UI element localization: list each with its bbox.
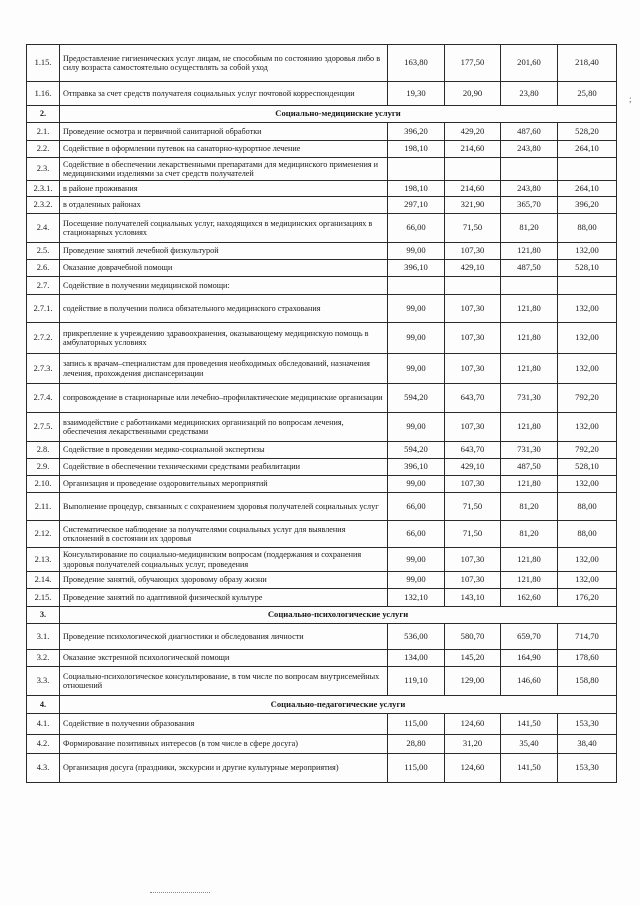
price-cell-1	[388, 158, 445, 181]
price-cell-4: 528,10	[558, 260, 617, 277]
price-cell-3: 731,30	[501, 442, 558, 459]
price-cell-1: 396,10	[388, 260, 445, 277]
table-row	[27, 123, 617, 141]
service-name: в районе проживания	[60, 181, 388, 197]
service-name: взаимодействие с работниками медицинских организаций по вопросам лечения, обеспечения лекарственными средствами	[60, 413, 388, 442]
price-cell-1: 99,00	[388, 243, 445, 260]
row-number: 2.8.	[27, 442, 60, 459]
row-number: 2.9.	[27, 459, 60, 476]
price-cell-1: 99,00	[388, 354, 445, 384]
section-title: Социально-психологические услуги	[60, 607, 617, 624]
table-row	[27, 141, 617, 158]
row-number: 2.10.	[27, 476, 60, 493]
price-cell-4: 25,80	[558, 82, 617, 106]
price-cell-4	[558, 277, 617, 295]
price-cell-4: 714,70	[558, 624, 617, 650]
table-row	[27, 413, 617, 442]
price-cell-2: 71,50	[445, 521, 501, 548]
table-row	[27, 277, 617, 295]
table-row	[27, 82, 617, 106]
price-cell-1: 115,00	[388, 754, 445, 783]
row-number: 2.4.	[27, 214, 60, 243]
table-row	[27, 45, 617, 82]
service-name: Проведение психологической диагностики и обследования личности	[60, 624, 388, 650]
section-row	[27, 106, 617, 123]
service-name: Содействие в получении образования	[60, 714, 388, 735]
row-number: 1.15.	[27, 45, 60, 82]
price-cell-1: 66,00	[388, 493, 445, 521]
row-number: 2.2.	[27, 141, 60, 158]
table-row	[27, 667, 617, 696]
row-number: 4.	[27, 696, 60, 714]
price-cell-1: 198,10	[388, 181, 445, 197]
row-number: 2.12.	[27, 521, 60, 548]
section-row	[27, 607, 617, 624]
price-cell-1: 297,10	[388, 197, 445, 214]
price-cell-3: 365,70	[501, 197, 558, 214]
table-row	[27, 442, 617, 459]
price-cell-1: 594,20	[388, 442, 445, 459]
service-name: в отдаленных районах	[60, 197, 388, 214]
row-number: 2.7.3.	[27, 354, 60, 384]
row-number: 3.	[27, 607, 60, 624]
price-cell-4: 792,20	[558, 384, 617, 413]
price-cell-1: 163,80	[388, 45, 445, 82]
price-cell-1: 198,10	[388, 141, 445, 158]
price-cell-4: 38,40	[558, 735, 617, 754]
row-number: 2.3.2.	[27, 197, 60, 214]
price-cell-3: 121,80	[501, 354, 558, 384]
price-cell-1: 119,10	[388, 667, 445, 696]
price-cell-1: 594,20	[388, 384, 445, 413]
section-row	[27, 696, 617, 714]
table-row	[27, 323, 617, 354]
service-name: Консультирование по социально-медицинским вопросам (поддержания и сохранения здоровья получателей социальных услуг, проведения	[60, 548, 388, 572]
table-row	[27, 354, 617, 384]
row-number: 2.7.	[27, 277, 60, 295]
price-cell-1: 396,10	[388, 459, 445, 476]
price-cell-2: 107,30	[445, 476, 501, 493]
table-row	[27, 735, 617, 754]
service-name: Содействие в проведении медико-социальной экспертизы	[60, 442, 388, 459]
service-name: Организация и проведение оздоровительных мероприятий	[60, 476, 388, 493]
price-cell-3: 121,80	[501, 323, 558, 354]
price-cell-4: 153,30	[558, 714, 617, 735]
price-cell-3: 487,50	[501, 459, 558, 476]
price-cell-1: 99,00	[388, 323, 445, 354]
price-cell-4: 88,00	[558, 214, 617, 243]
price-cell-3: 81,20	[501, 493, 558, 521]
price-cell-2: 429,20	[445, 123, 501, 141]
price-cell-4: 88,00	[558, 521, 617, 548]
price-cell-2: 124,60	[445, 714, 501, 735]
price-cell-2: 643,70	[445, 384, 501, 413]
price-cell-3: 121,80	[501, 548, 558, 572]
price-cell-1: 132,10	[388, 589, 445, 607]
price-cell-3: 121,80	[501, 295, 558, 323]
price-cell-4: 132,00	[558, 243, 617, 260]
row-number: 2.7.4.	[27, 384, 60, 413]
price-cell-1: 99,00	[388, 295, 445, 323]
service-name: содействие в получении полиса обязательного медицинского страхования	[60, 295, 388, 323]
table-row	[27, 197, 617, 214]
section-title: Социально-педагогические услуги	[60, 696, 617, 714]
price-cell-3: 487,50	[501, 260, 558, 277]
price-cell-1: 19,30	[388, 82, 445, 106]
price-cell-1: 115,00	[388, 714, 445, 735]
service-name: Посещение получателей социальных услуг, находящихся в медицинских организациях в стационарных условиях	[60, 214, 388, 243]
price-cell-2: 107,30	[445, 548, 501, 572]
price-cell-4: 158,80	[558, 667, 617, 696]
row-number: 2.15.	[27, 589, 60, 607]
price-cell-2: 429,10	[445, 459, 501, 476]
price-cell-2: 71,50	[445, 493, 501, 521]
row-number: 2.3.	[27, 158, 60, 181]
table-row	[27, 214, 617, 243]
service-name: Социально-психологическое консультирование, в том числе по вопросам внутрисемейных отношений	[60, 667, 388, 696]
price-cell-3: 121,80	[501, 476, 558, 493]
price-cell-3	[501, 158, 558, 181]
table-row	[27, 295, 617, 323]
price-cell-2: 124,60	[445, 754, 501, 783]
service-name: Содействие в получении медицинской помощи:	[60, 277, 388, 295]
service-name: Отправка за счет средств получателя социальных услуг почтовой корреспонденции	[60, 82, 388, 106]
price-cell-2: 145,20	[445, 650, 501, 667]
scan-artifact	[150, 892, 210, 895]
table-row	[27, 243, 617, 260]
row-number: 4.1.	[27, 714, 60, 735]
row-number: 1.16.	[27, 82, 60, 106]
price-cell-4: 176,20	[558, 589, 617, 607]
price-cell-4: 132,00	[558, 476, 617, 493]
price-cell-3: 81,20	[501, 521, 558, 548]
price-cell-2: 143,10	[445, 589, 501, 607]
service-name: Содействие в обеспечении лекарственными препаратами для медицинского применения и медицинскими изделиями за счет средств получателей	[60, 158, 388, 181]
price-cell-2: 107,30	[445, 413, 501, 442]
price-cell-3: 121,80	[501, 413, 558, 442]
price-cell-1: 99,00	[388, 548, 445, 572]
price-cell-4: 153,30	[558, 754, 617, 783]
price-cell-1: 396,20	[388, 123, 445, 141]
service-name: Проведение занятий лечебной физкультурой	[60, 243, 388, 260]
price-cell-4: 528,20	[558, 123, 617, 141]
row-number: 2.14.	[27, 572, 60, 589]
price-cell-3: 201,60	[501, 45, 558, 82]
table-row	[27, 548, 617, 572]
row-number: 2.	[27, 106, 60, 123]
price-cell-3: 121,80	[501, 243, 558, 260]
price-cell-2	[445, 277, 501, 295]
price-cell-4: 88,00	[558, 493, 617, 521]
row-number: 4.2.	[27, 735, 60, 754]
service-name: Организация досуга (праздники, экскурсии и другие культурные мероприятия)	[60, 754, 388, 783]
price-cell-4: 792,20	[558, 442, 617, 459]
row-number: 2.3.1.	[27, 181, 60, 197]
row-number: 2.1.	[27, 123, 60, 141]
service-name: прикрепление к учреждению здравоохранения, оказывающему медицинскую помощь в амбулаторных условиях	[60, 323, 388, 354]
table-row	[27, 650, 617, 667]
price-cell-3: 243,80	[501, 141, 558, 158]
price-cell-4: 264,10	[558, 181, 617, 197]
price-cell-3: 141,50	[501, 714, 558, 735]
price-cell-2: 129,00	[445, 667, 501, 696]
price-cell-4: 218,40	[558, 45, 617, 82]
price-cell-3: 164,90	[501, 650, 558, 667]
table-body	[27, 45, 617, 783]
table-row	[27, 493, 617, 521]
table-row	[27, 384, 617, 413]
price-cell-4: 132,00	[558, 354, 617, 384]
table-row	[27, 476, 617, 493]
price-cell-2: 71,50	[445, 214, 501, 243]
price-cell-1: 99,00	[388, 572, 445, 589]
price-cell-4: 132,00	[558, 295, 617, 323]
price-cell-3: 35,40	[501, 735, 558, 754]
price-cell-4: 264,10	[558, 141, 617, 158]
service-name: Содействие в оформлении путевок на санаторно-курортное лечение	[60, 141, 388, 158]
price-cell-3: 81,20	[501, 214, 558, 243]
service-name: Систематическое наблюдение за получателями социальных услуг для выявления отклонений в состоянии их здоровья	[60, 521, 388, 548]
table-row	[27, 624, 617, 650]
price-cell-1: 99,00	[388, 476, 445, 493]
price-cell-3: 487,60	[501, 123, 558, 141]
price-cell-2: 177,50	[445, 45, 501, 82]
price-cell-2: 580,70	[445, 624, 501, 650]
price-cell-2: 107,30	[445, 323, 501, 354]
price-cell-1	[388, 277, 445, 295]
side-mark: ;	[629, 94, 632, 104]
price-cell-4: 132,00	[558, 548, 617, 572]
price-cell-4: 528,10	[558, 459, 617, 476]
price-cell-4	[558, 158, 617, 181]
price-cell-2: 107,30	[445, 295, 501, 323]
service-name: Проведение занятий, обучающих здоровому образу жизни	[60, 572, 388, 589]
service-name: Выполнение процедур, связанных с сохранением здоровья получателей социальных услуг	[60, 493, 388, 521]
table-row	[27, 572, 617, 589]
price-cell-4: 132,00	[558, 413, 617, 442]
price-cell-2: 107,30	[445, 572, 501, 589]
price-cell-1: 99,00	[388, 413, 445, 442]
service-name: Оказание экстренной психологической помощи	[60, 650, 388, 667]
price-cell-3: 146,60	[501, 667, 558, 696]
table-row	[27, 459, 617, 476]
price-cell-2: 643,70	[445, 442, 501, 459]
price-cell-3: 731,30	[501, 384, 558, 413]
price-cell-2: 107,30	[445, 354, 501, 384]
price-cell-2: 214,60	[445, 181, 501, 197]
table-row	[27, 260, 617, 277]
price-cell-3: 243,80	[501, 181, 558, 197]
price-cell-1: 536,00	[388, 624, 445, 650]
price-cell-4: 396,20	[558, 197, 617, 214]
price-cell-1: 28,80	[388, 735, 445, 754]
table-row	[27, 754, 617, 783]
price-cell-3	[501, 277, 558, 295]
service-name: сопровождение в стационарные или лечебно–профилактические медицинские организации	[60, 384, 388, 413]
price-cell-2: 31,20	[445, 735, 501, 754]
price-cell-4: 132,00	[558, 572, 617, 589]
table-row	[27, 589, 617, 607]
service-name: Проведение осмотра и первичной санитарной обработки	[60, 123, 388, 141]
row-number: 3.3.	[27, 667, 60, 696]
section-title: Социально-медицинские услуги	[60, 106, 617, 123]
price-cell-2: 214,60	[445, 141, 501, 158]
row-number: 2.5.	[27, 243, 60, 260]
table-row	[27, 521, 617, 548]
price-cell-3: 659,70	[501, 624, 558, 650]
price-cell-1: 66,00	[388, 521, 445, 548]
row-number: 3.2.	[27, 650, 60, 667]
price-cell-2: 429,10	[445, 260, 501, 277]
price-cell-4: 132,00	[558, 323, 617, 354]
row-number: 2.7.1.	[27, 295, 60, 323]
row-number: 2.6.	[27, 260, 60, 277]
table-row	[27, 158, 617, 181]
price-cell-1: 66,00	[388, 214, 445, 243]
service-name: Формирование позитивных интересов (в том числе в сфере досуга)	[60, 735, 388, 754]
row-number: 2.13.	[27, 548, 60, 572]
price-cell-3: 23,80	[501, 82, 558, 106]
row-number: 3.1.	[27, 624, 60, 650]
service-name: Содействие в обеспечении техническими средствами реабилитации	[60, 459, 388, 476]
service-name: запись к врачам–специалистам для проведения необходимых обследований, назначения лечения, прохождения диспансеризации	[60, 354, 388, 384]
price-cell-1: 134,00	[388, 650, 445, 667]
tariff-table	[26, 44, 617, 783]
price-cell-3: 162,60	[501, 589, 558, 607]
service-name: Проведение занятий по адаптивной физической культуре	[60, 589, 388, 607]
row-number: 2.11.	[27, 493, 60, 521]
price-cell-4: 178,60	[558, 650, 617, 667]
row-number: 2.7.2.	[27, 323, 60, 354]
service-name: Оказание доврачебной помощи	[60, 260, 388, 277]
price-cell-2: 321,90	[445, 197, 501, 214]
row-number: 4.3.	[27, 754, 60, 783]
price-cell-3: 121,80	[501, 572, 558, 589]
table-row	[27, 181, 617, 197]
table-row	[27, 714, 617, 735]
price-cell-2: 107,30	[445, 243, 501, 260]
price-cell-2	[445, 158, 501, 181]
row-number: 2.7.5.	[27, 413, 60, 442]
price-cell-3: 141,50	[501, 754, 558, 783]
service-name: Предоставление гигиенических услуг лицам, не способным по состоянию здоровья либо в силу возраста самостоятельно осуществлять за собой уход	[60, 45, 388, 82]
price-cell-2: 20,90	[445, 82, 501, 106]
